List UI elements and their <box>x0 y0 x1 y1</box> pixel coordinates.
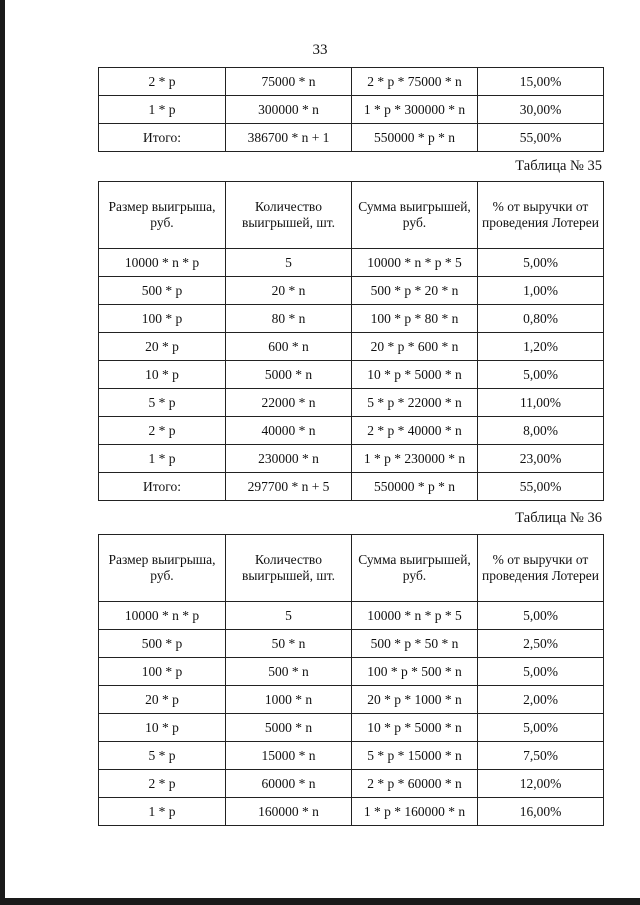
table-cell: 11,00% <box>478 389 604 417</box>
table-cell: 550000 * p * n <box>352 124 478 152</box>
table-cell: 1 * p * 230000 * n <box>352 445 478 473</box>
table-row <box>99 277 604 305</box>
table-cell: 386700 * n + 1 <box>226 124 352 152</box>
table-row <box>99 305 604 333</box>
table-cell: 5 * p <box>99 389 226 417</box>
table-cell: 20 * p * 1000 * n <box>352 686 478 714</box>
table-36-caption: Таблица № 36 <box>515 510 602 526</box>
table-cell: 500 * p <box>99 630 226 658</box>
header-cell: Количество выигрышей, шт. <box>226 535 352 602</box>
table-cell: 100 * p * 80 * n <box>352 305 478 333</box>
table-row <box>99 686 604 714</box>
table-row <box>99 658 604 686</box>
table-cell: 5,00% <box>478 714 604 742</box>
table-cell: 20 * p <box>99 333 226 361</box>
table-cell: 10 * p <box>99 714 226 742</box>
table-row <box>99 124 604 152</box>
table-cell: 100 * p <box>99 305 226 333</box>
table-row <box>99 333 604 361</box>
table-row <box>99 602 604 630</box>
table-cell: 22000 * n <box>226 389 352 417</box>
table-cell: 60000 * n <box>226 770 352 798</box>
table-cell: 2,00% <box>478 686 604 714</box>
table-cell: 5,00% <box>478 602 604 630</box>
table-cell: 15000 * n <box>226 742 352 770</box>
table-cell: 10000 * n * p * 5 <box>352 602 478 630</box>
table-cell: 5,00% <box>478 249 604 277</box>
scan-left-edge <box>0 0 5 905</box>
table-row <box>99 473 604 501</box>
table-row <box>99 68 604 96</box>
table-row <box>99 389 604 417</box>
header-cell: Размер выигрыша, руб. <box>99 182 226 249</box>
table-cell: 297700 * n + 5 <box>226 473 352 501</box>
table-cell: 1 * p * 300000 * n <box>352 96 478 124</box>
table-cell: 5 * p <box>99 742 226 770</box>
table-cell: 5 * p * 15000 * n <box>352 742 478 770</box>
table-cell: 20 * n <box>226 277 352 305</box>
table-36 <box>98 534 604 826</box>
table-cell: 75000 * n <box>226 68 352 96</box>
table-cell: 2,50% <box>478 630 604 658</box>
table-row <box>99 742 604 770</box>
table-row <box>99 798 604 826</box>
header-cell: Размер выигрыша, руб. <box>99 535 226 602</box>
table-cell: 16,00% <box>478 798 604 826</box>
table-cell: 500 * p * 50 * n <box>352 630 478 658</box>
table-cell: 160000 * n <box>226 798 352 826</box>
table-cell: 8,00% <box>478 417 604 445</box>
header-cell: Количество выигрышей, шт. <box>226 182 352 249</box>
page-number: 33 <box>312 42 328 58</box>
table-cell: 100 * p * 500 * n <box>352 658 478 686</box>
table-cell: 5,00% <box>478 658 604 686</box>
table-cell: 10000 * n * p <box>99 602 226 630</box>
table-cell: 500 * p <box>99 277 226 305</box>
table-row <box>99 770 604 798</box>
header-cell: % от выручки от проведения Лотереи <box>478 535 604 602</box>
table-35-caption: Таблица № 35 <box>515 158 602 174</box>
table-cell: 80 * n <box>226 305 352 333</box>
table-cell: 100 * p <box>99 658 226 686</box>
table-cell: 20 * p * 600 * n <box>352 333 478 361</box>
table-row <box>99 630 604 658</box>
table-cell: 2 * p * 75000 * n <box>352 68 478 96</box>
table-cell: 10000 * n * p * 5 <box>352 249 478 277</box>
table-header-row <box>99 535 604 602</box>
table-cell: 2 * p * 40000 * n <box>352 417 478 445</box>
table-row <box>99 96 604 124</box>
scan-bottom-edge <box>0 898 640 905</box>
table-cell: 10000 * n * p <box>99 249 226 277</box>
table-cell: 1 * p * 160000 * n <box>352 798 478 826</box>
table-row <box>99 417 604 445</box>
table-continued <box>98 67 604 152</box>
table-cell: 5000 * n <box>226 714 352 742</box>
header-cell: % от выручки от проведения Лотереи <box>478 182 604 249</box>
table-cell: 50 * n <box>226 630 352 658</box>
table-cell: 55,00% <box>478 124 604 152</box>
table-cell: 500 * n <box>226 658 352 686</box>
table-cell: 1 * p <box>99 445 226 473</box>
table-cell: 2 * p <box>99 417 226 445</box>
table-cell: 7,50% <box>478 742 604 770</box>
table-cell: 10 * p <box>99 361 226 389</box>
table-cell: 1000 * n <box>226 686 352 714</box>
table-cell: 55,00% <box>478 473 604 501</box>
table-cell: 1,00% <box>478 277 604 305</box>
table-35 <box>98 181 604 501</box>
table-cell: 12,00% <box>478 770 604 798</box>
table-row <box>99 445 604 473</box>
table-cell: 40000 * n <box>226 417 352 445</box>
table-cell: 10 * p * 5000 * n <box>352 361 478 389</box>
table-cell: 5 * p * 22000 * n <box>352 389 478 417</box>
table-row <box>99 714 604 742</box>
table-cell: 600 * n <box>226 333 352 361</box>
table-cell: 30,00% <box>478 96 604 124</box>
table-cell: 5,00% <box>478 361 604 389</box>
table-cell: 2 * p <box>99 68 226 96</box>
table-cell: 10 * p * 5000 * n <box>352 714 478 742</box>
table-header-row <box>99 182 604 249</box>
table-cell: 5 <box>226 249 352 277</box>
table-cell: 5 <box>226 602 352 630</box>
table-cell: 230000 * n <box>226 445 352 473</box>
table-cell: Итого: <box>99 473 226 501</box>
table-row <box>99 361 604 389</box>
header-cell: Сумма выигрышей, руб. <box>352 535 478 602</box>
table-cell: 23,00% <box>478 445 604 473</box>
table-cell: 500 * p * 20 * n <box>352 277 478 305</box>
header-cell: Сумма выигрышей, руб. <box>352 182 478 249</box>
table-cell: 5000 * n <box>226 361 352 389</box>
table-cell: 0,80% <box>478 305 604 333</box>
table-cell: 15,00% <box>478 68 604 96</box>
table-cell: 1 * p <box>99 798 226 826</box>
table-cell: 300000 * n <box>226 96 352 124</box>
table-cell: Итого: <box>99 124 226 152</box>
table-row <box>99 249 604 277</box>
table-cell: 2 * p * 60000 * n <box>352 770 478 798</box>
table-cell: 550000 * p * n <box>352 473 478 501</box>
table-cell: 2 * p <box>99 770 226 798</box>
table-cell: 1 * p <box>99 96 226 124</box>
table-cell: 20 * p <box>99 686 226 714</box>
table-cell: 1,20% <box>478 333 604 361</box>
